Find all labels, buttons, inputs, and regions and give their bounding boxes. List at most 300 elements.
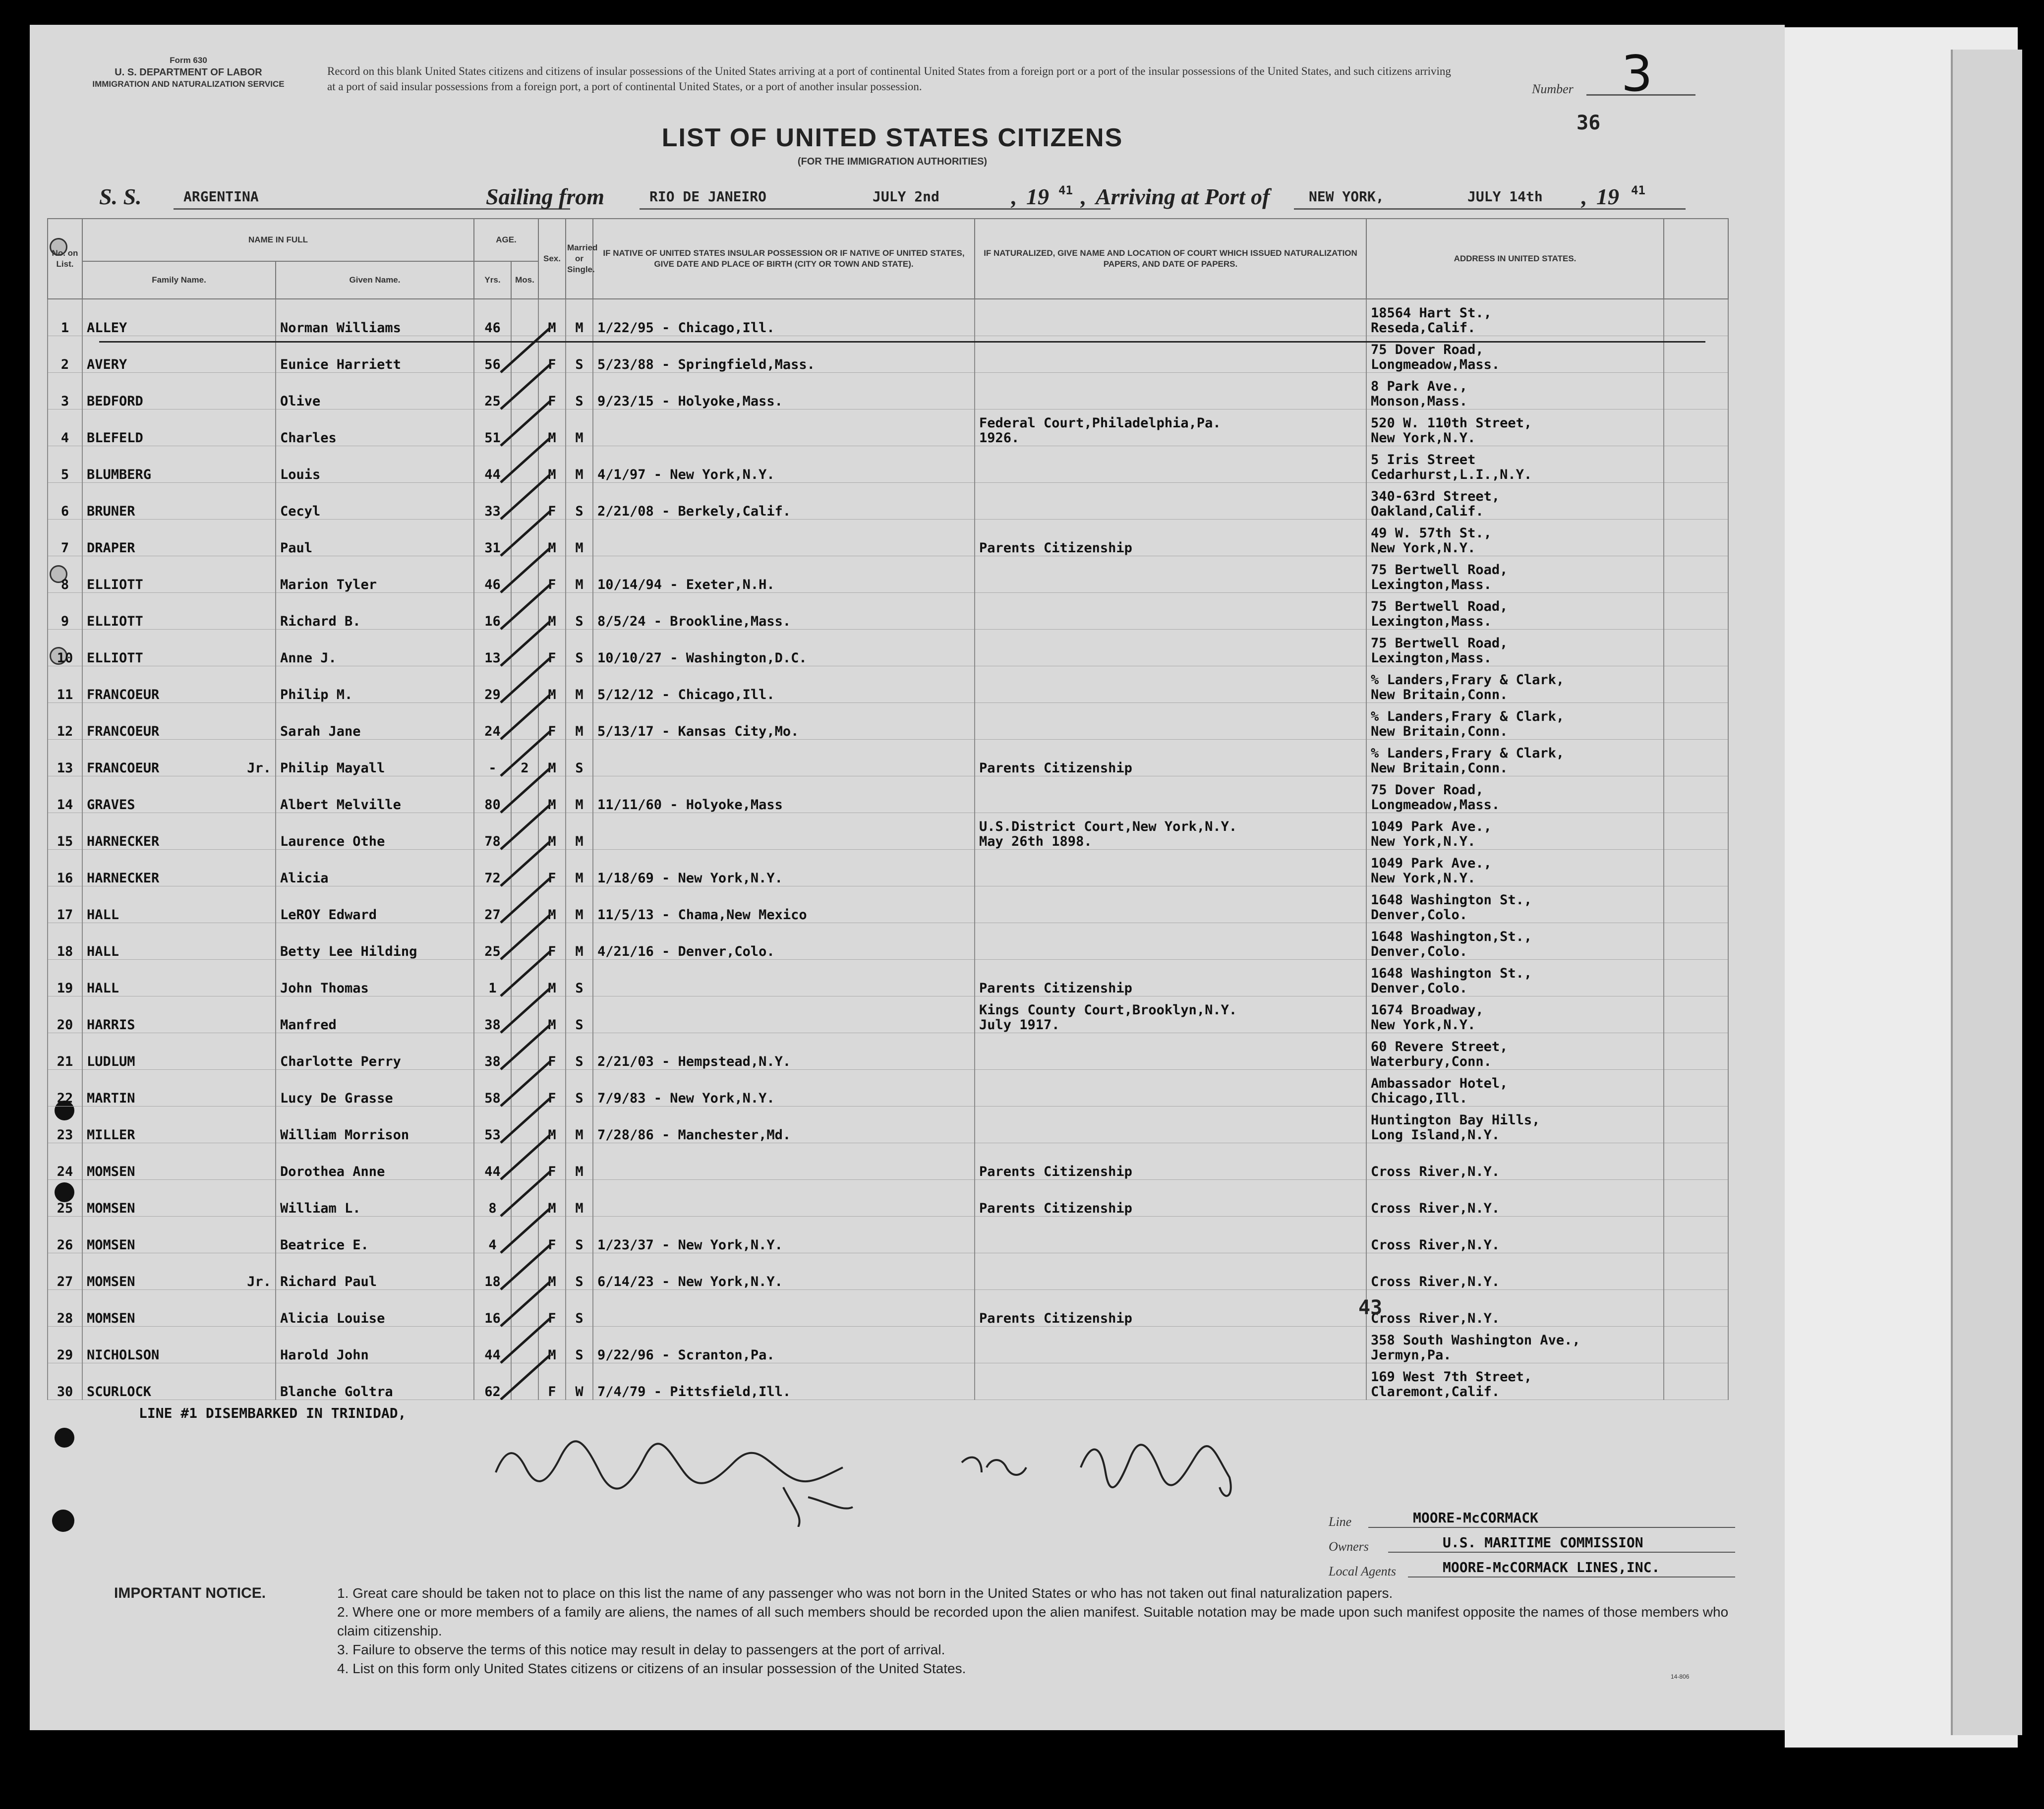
family-name-text: MARTIN bbox=[87, 1091, 135, 1106]
marital-status: W bbox=[566, 1363, 593, 1400]
blank-cell bbox=[1664, 1290, 1728, 1327]
sex: M bbox=[538, 740, 566, 776]
address-line bbox=[1371, 1223, 1659, 1238]
address bbox=[1366, 776, 1664, 813]
table-row bbox=[48, 923, 1728, 960]
address-line: 75 Bertwell Road, bbox=[1371, 599, 1508, 614]
footer-underline bbox=[1408, 1576, 1735, 1577]
naturalization-info bbox=[975, 373, 1366, 409]
family-name-text: ELLIOTT bbox=[87, 577, 143, 592]
check-mark bbox=[501, 511, 550, 556]
family-name bbox=[82, 666, 276, 703]
comma: , bbox=[1011, 184, 1017, 209]
sex: F bbox=[538, 1217, 566, 1253]
check-mark bbox=[501, 1098, 550, 1143]
address-line: Lexington,Mass. bbox=[1371, 650, 1492, 666]
line-label: Line bbox=[1329, 1515, 1352, 1529]
important-notice bbox=[114, 1584, 1750, 1678]
address-line: 49 W. 57th St., bbox=[1371, 525, 1492, 541]
year-prefix: 19 bbox=[1026, 184, 1049, 209]
family-name-text: HARRIS bbox=[87, 1017, 135, 1033]
address-line: 75 Dover Road, bbox=[1371, 342, 1484, 357]
address-line: Huntington Bay Hills, bbox=[1371, 1112, 1540, 1128]
code-number: 43 bbox=[1358, 1296, 1383, 1319]
header-address: ADDRESS IN UNITED STATES. bbox=[1366, 219, 1664, 299]
age-years: 27 bbox=[474, 886, 511, 923]
blank-cell bbox=[1664, 1070, 1728, 1107]
given-name: Beatrice E. bbox=[276, 1217, 474, 1253]
number-label: Number bbox=[1532, 82, 1574, 96]
family-name-text: HALL bbox=[87, 907, 119, 923]
family-name bbox=[82, 850, 276, 886]
age-years: 38 bbox=[474, 1033, 511, 1070]
table-row bbox=[48, 1290, 1728, 1327]
birth-info bbox=[593, 520, 975, 556]
sex: M bbox=[538, 1107, 566, 1143]
marital-status: S bbox=[566, 1070, 593, 1107]
header-naturalized: IF NATURALIZED, GIVE NAME AND LOCATION OF COURT WHICH ISSUED NATURALIZATION PAPERS, AND DATE OF PAPERS. bbox=[975, 219, 1366, 299]
given-name: Norman Williams bbox=[276, 299, 474, 336]
row-number: 17 bbox=[48, 886, 82, 923]
given-name: John Thomas bbox=[276, 960, 474, 996]
check-mark bbox=[501, 621, 550, 666]
family-name-text: HALL bbox=[87, 944, 119, 959]
family-name bbox=[82, 1107, 276, 1143]
birth-info: 7/28/86 - Manchester,Md. bbox=[593, 1107, 975, 1143]
age-years: 4 bbox=[474, 1217, 511, 1253]
blank-cell bbox=[1664, 1033, 1728, 1070]
row-number: 3 bbox=[48, 373, 82, 409]
marital-status: M bbox=[566, 850, 593, 886]
row-number: 26 bbox=[48, 1217, 82, 1253]
naturalization-info bbox=[975, 666, 1366, 703]
initials-mark bbox=[783, 1487, 853, 1527]
blank-cell bbox=[1664, 960, 1728, 996]
sex: M bbox=[538, 1327, 566, 1363]
family-name bbox=[82, 373, 276, 409]
page-subtitle: (FOR THE IMMIGRATION AUTHORITIES) bbox=[797, 156, 988, 167]
naturalization-info bbox=[975, 923, 1366, 960]
header-no: No. on List. bbox=[48, 219, 82, 299]
given-name: Alicia Louise bbox=[276, 1290, 474, 1327]
check-mark bbox=[501, 841, 550, 886]
binder-hole bbox=[52, 1510, 74, 1532]
given-name: Anne J. bbox=[276, 630, 474, 666]
address-line bbox=[1371, 1150, 1659, 1165]
row-number: 21 bbox=[48, 1033, 82, 1070]
birth-info: 2/21/08 - Berkely,Calif. bbox=[593, 483, 975, 520]
sex: M bbox=[538, 446, 566, 483]
given-name: Paul bbox=[276, 520, 474, 556]
address-line: New York,N.Y. bbox=[1371, 1017, 1476, 1033]
family-name bbox=[82, 740, 276, 776]
blank-cell bbox=[1664, 373, 1728, 409]
naturalization-info: Parents Citizenship bbox=[975, 1290, 1366, 1327]
table-row bbox=[48, 1143, 1728, 1180]
table-row bbox=[48, 593, 1728, 630]
year-prefix: 19 bbox=[1596, 184, 1619, 209]
address bbox=[1366, 1143, 1664, 1180]
sailing-date: JULY 2nd bbox=[873, 188, 939, 205]
address-line: Long Island,N.Y. bbox=[1371, 1127, 1500, 1143]
address-line: Jermyn,Pa. bbox=[1371, 1347, 1452, 1363]
family-name-text: MOMSEN bbox=[87, 1311, 135, 1326]
marital-status: M bbox=[566, 776, 593, 813]
family-name-text: MOMSEN bbox=[87, 1237, 135, 1253]
row-number: 16 bbox=[48, 850, 82, 886]
name-suffix: Jr. bbox=[247, 760, 271, 776]
sex: F bbox=[538, 630, 566, 666]
footer-underline bbox=[1388, 1552, 1735, 1553]
naturalization-info: Parents Citizenship bbox=[975, 960, 1366, 996]
age-years: 16 bbox=[474, 1290, 511, 1327]
birth-info: 9/23/15 - Holyoke,Mass. bbox=[593, 373, 975, 409]
check-mark bbox=[501, 731, 550, 776]
table-row bbox=[48, 1327, 1728, 1363]
family-name bbox=[82, 1180, 276, 1217]
family-name bbox=[82, 996, 276, 1033]
age-years: 44 bbox=[474, 1327, 511, 1363]
row-number: 8 bbox=[48, 556, 82, 593]
table-row bbox=[48, 776, 1728, 813]
blank-cell bbox=[1664, 1363, 1728, 1400]
name-suffix: Jr. bbox=[247, 1274, 271, 1289]
agents-label: Local Agents bbox=[1329, 1564, 1397, 1578]
check-mark bbox=[501, 915, 550, 959]
naturalization-info bbox=[975, 1217, 1366, 1253]
marital-status: M bbox=[566, 556, 593, 593]
address-line: New York,N.Y. bbox=[1371, 871, 1476, 886]
family-name-text: ELLIOTT bbox=[87, 614, 143, 629]
blank-cell bbox=[1664, 520, 1728, 556]
marital-status: S bbox=[566, 593, 593, 630]
given-name: Charlotte Perry bbox=[276, 1033, 474, 1070]
sex: M bbox=[538, 409, 566, 446]
address bbox=[1366, 299, 1664, 336]
sailing-label: Sailing from bbox=[486, 184, 605, 209]
given-name: William Morrison bbox=[276, 1107, 474, 1143]
arriving-port: NEW YORK, bbox=[1309, 188, 1384, 205]
row-number: 7 bbox=[48, 520, 82, 556]
address-line: Ambassador Hotel, bbox=[1371, 1076, 1508, 1091]
naturalization-info bbox=[975, 556, 1366, 593]
address-line bbox=[1371, 1296, 1659, 1311]
blank-cell bbox=[1664, 886, 1728, 923]
sex: F bbox=[538, 1033, 566, 1070]
naturalization-info bbox=[975, 850, 1366, 886]
given-name: Alicia bbox=[276, 850, 474, 886]
address-line: 60 Revere Street, bbox=[1371, 1039, 1508, 1054]
naturalization-info bbox=[975, 776, 1366, 813]
naturalization-info bbox=[975, 483, 1366, 520]
marital-status: S bbox=[566, 630, 593, 666]
address-line: Cross River,N.Y. bbox=[1371, 1311, 1500, 1326]
family-name-text: DRAPER bbox=[87, 540, 135, 556]
sex: M bbox=[538, 593, 566, 630]
family-name-text: MOMSEN bbox=[87, 1201, 135, 1216]
age-years: 44 bbox=[474, 1143, 511, 1180]
blank-cell bbox=[1664, 1143, 1728, 1180]
address-line: Cross River,N.Y. bbox=[1371, 1164, 1500, 1179]
sex: F bbox=[538, 373, 566, 409]
address-line: 169 West 7th Street, bbox=[1371, 1369, 1532, 1385]
row-number: 29 bbox=[48, 1327, 82, 1363]
table-row bbox=[48, 740, 1728, 776]
given-name: Richard Paul bbox=[276, 1253, 474, 1290]
row-number: 18 bbox=[48, 923, 82, 960]
family-name bbox=[82, 1070, 276, 1107]
family-name-text: BLUMBERG bbox=[87, 467, 152, 482]
table-row bbox=[48, 996, 1728, 1033]
marital-status: S bbox=[566, 336, 593, 373]
signatures bbox=[486, 1428, 1279, 1527]
blank-cell bbox=[1664, 556, 1728, 593]
age-years: 25 bbox=[474, 373, 511, 409]
family-name-text: AVERY bbox=[87, 357, 127, 372]
address-line: 75 Bertwell Road, bbox=[1371, 562, 1508, 578]
given-name: Charles bbox=[276, 409, 474, 446]
row-number: 20 bbox=[48, 996, 82, 1033]
family-name bbox=[82, 776, 276, 813]
voyage-line bbox=[99, 183, 1735, 213]
sex: F bbox=[538, 483, 566, 520]
family-name-text: BRUNER bbox=[87, 504, 135, 519]
address bbox=[1366, 886, 1664, 923]
address-line: Oakland,Calif. bbox=[1371, 504, 1484, 519]
address-line: 18564 Hart St., bbox=[1371, 305, 1492, 321]
address-line: Waterbury,Conn. bbox=[1371, 1054, 1492, 1069]
passenger-table bbox=[47, 218, 1729, 1400]
address-line bbox=[1371, 1186, 1659, 1201]
row-number: 19 bbox=[48, 960, 82, 996]
naturalization-info bbox=[975, 1033, 1366, 1070]
age-years: 44 bbox=[474, 446, 511, 483]
row-number: 6 bbox=[48, 483, 82, 520]
blank-cell bbox=[1664, 923, 1728, 960]
marital-status: S bbox=[566, 1033, 593, 1070]
family-name bbox=[82, 1253, 276, 1290]
check-mark bbox=[501, 658, 550, 702]
birth-info: 7/4/79 - Pittsfield,Ill. bbox=[593, 1363, 975, 1400]
check-mark bbox=[501, 1282, 550, 1326]
table-row bbox=[48, 1033, 1728, 1070]
address-line: 75 Bertwell Road, bbox=[1371, 636, 1508, 651]
address bbox=[1366, 666, 1664, 703]
family-name-text: BEDFORD bbox=[87, 394, 143, 409]
family-name bbox=[82, 923, 276, 960]
table-row bbox=[48, 630, 1728, 666]
given-name: Dorothea Anne bbox=[276, 1143, 474, 1180]
check-mark bbox=[501, 474, 550, 519]
family-name-text: MOMSEN bbox=[87, 1274, 135, 1289]
marital-status: M bbox=[566, 813, 593, 850]
age-years: 46 bbox=[474, 556, 511, 593]
check-mark bbox=[501, 768, 550, 813]
family-name bbox=[82, 1363, 276, 1400]
family-name-text: HARNECKER bbox=[87, 871, 160, 886]
address-line: New York,N.Y. bbox=[1371, 834, 1476, 849]
family-name-text: ALLEY bbox=[87, 320, 127, 336]
disembarked-note: LINE #1 DISEMBARKED IN TRINIDAD, bbox=[139, 1405, 407, 1421]
age-years: 80 bbox=[474, 776, 511, 813]
row-number: 23 bbox=[48, 1107, 82, 1143]
table-row bbox=[48, 666, 1728, 703]
age-years: 24 bbox=[474, 703, 511, 740]
naturalization-info bbox=[975, 1253, 1366, 1290]
sex: M bbox=[538, 520, 566, 556]
birth-info: 7/9/83 - New York,N.Y. bbox=[593, 1070, 975, 1107]
row-number: 11 bbox=[48, 666, 82, 703]
address-line: Cross River,N.Y. bbox=[1371, 1201, 1500, 1216]
line-value: MOORE-McCORMACK bbox=[1413, 1510, 1538, 1526]
naturalization-info bbox=[975, 886, 1366, 923]
notice-lead: IMPORTANT NOTICE. bbox=[114, 1585, 266, 1601]
naturalization-info bbox=[975, 1107, 1366, 1143]
blank-cell bbox=[1664, 666, 1728, 703]
age-years: 58 bbox=[474, 1070, 511, 1107]
table-row bbox=[48, 1217, 1728, 1253]
table-row bbox=[48, 886, 1728, 923]
address-line: Cross River,N.Y. bbox=[1371, 1274, 1500, 1289]
blank-cell bbox=[1664, 593, 1728, 630]
family-name-text: LUDLUM bbox=[87, 1054, 135, 1069]
naturalization-info: Parents Citizenship bbox=[975, 1180, 1366, 1217]
check-marks bbox=[496, 218, 595, 1400]
given-name: Cecyl bbox=[276, 483, 474, 520]
family-name bbox=[82, 299, 276, 336]
sex: F bbox=[538, 556, 566, 593]
address bbox=[1366, 1107, 1664, 1143]
given-name: Olive bbox=[276, 373, 474, 409]
birth-info: 5/23/88 - Springfield,Mass. bbox=[593, 336, 975, 373]
birth-info: 9/22/96 - Scranton,Pa. bbox=[593, 1327, 975, 1363]
marital-status: M bbox=[566, 1143, 593, 1180]
row-number: 14 bbox=[48, 776, 82, 813]
table-row bbox=[48, 446, 1728, 483]
birth-info bbox=[593, 1180, 975, 1217]
sex: F bbox=[538, 1143, 566, 1180]
given-name: Albert Melville bbox=[276, 776, 474, 813]
given-name: Laurence Othe bbox=[276, 813, 474, 850]
arriving-label: Arriving at Port of bbox=[1096, 184, 1270, 209]
age-months: 2 bbox=[511, 740, 538, 776]
marital-status: S bbox=[566, 960, 593, 996]
marital-status: S bbox=[566, 1290, 593, 1327]
naturalization-info: Parents Citizenship bbox=[975, 740, 1366, 776]
age-years: 33 bbox=[474, 483, 511, 520]
address bbox=[1366, 593, 1664, 630]
sex: M bbox=[538, 1253, 566, 1290]
age-years: 56 bbox=[474, 336, 511, 373]
address-line bbox=[1371, 1260, 1659, 1275]
marital-status: M bbox=[566, 520, 593, 556]
address-line: 1648 Washington,St., bbox=[1371, 929, 1532, 944]
family-name-text: HARNECKER bbox=[87, 834, 160, 849]
age-years: 53 bbox=[474, 1107, 511, 1143]
table-row bbox=[48, 1180, 1728, 1217]
blank-cell bbox=[1664, 850, 1728, 886]
sex: F bbox=[538, 1290, 566, 1327]
birth-info: 4/21/16 - Denver,Colo. bbox=[593, 923, 975, 960]
blank-cell bbox=[1664, 776, 1728, 813]
family-name bbox=[82, 960, 276, 996]
family-name bbox=[82, 1143, 276, 1180]
row-number: 10 bbox=[48, 630, 82, 666]
family-name-text: HALL bbox=[87, 981, 119, 996]
family-name-text: NICHOLSON bbox=[87, 1347, 160, 1363]
check-mark bbox=[501, 328, 550, 372]
sex: F bbox=[538, 1070, 566, 1107]
birth-info: 10/14/94 - Exeter,N.H. bbox=[593, 556, 975, 593]
age-years: 78 bbox=[474, 813, 511, 850]
sex: M bbox=[538, 776, 566, 813]
table-row bbox=[48, 409, 1728, 446]
comma: , bbox=[1581, 184, 1587, 209]
marital-status: M bbox=[566, 886, 593, 923]
family-name-text: MILLER bbox=[87, 1127, 135, 1143]
age-years: 46 bbox=[474, 299, 511, 336]
address-line: Cross River,N.Y. bbox=[1371, 1237, 1500, 1253]
arriving-date: JULY 14th bbox=[1467, 188, 1543, 205]
given-name: Manfred bbox=[276, 996, 474, 1033]
address-line: 1648 Washington St., bbox=[1371, 892, 1532, 908]
header-given-name: Given Name. bbox=[276, 261, 474, 299]
notice-item: 3. Failure to observe the terms of this notice may result in delay to passengers at the port of arrival. bbox=[337, 1642, 945, 1657]
row-number: 24 bbox=[48, 1143, 82, 1180]
address-line: New York,N.Y. bbox=[1371, 430, 1476, 446]
check-mark bbox=[501, 1318, 550, 1363]
notice-item: 1. Great care should be taken not to place on this list the name of any passenger who was not born in the United States or who has not taken out final naturalization papers. bbox=[337, 1585, 1393, 1601]
officer-mark bbox=[962, 1458, 1026, 1475]
row-number: 2 bbox=[48, 336, 82, 373]
row-number: 22 bbox=[48, 1070, 82, 1107]
naturalization-info bbox=[975, 703, 1366, 740]
row-number: 4 bbox=[48, 409, 82, 446]
check-mark bbox=[501, 1208, 550, 1253]
age-years: 29 bbox=[474, 666, 511, 703]
family-name-text: ELLIOTT bbox=[87, 650, 143, 666]
given-name: Sarah Jane bbox=[276, 703, 474, 740]
birth-info bbox=[593, 996, 975, 1033]
address-line: % Landers,Frary & Clark, bbox=[1371, 709, 1565, 724]
address bbox=[1366, 1253, 1664, 1290]
naturalization-info: U.S.District Court,New York,N.Y. May 26th 1898. bbox=[975, 813, 1366, 850]
blank-cell bbox=[1664, 299, 1728, 336]
owners-value: U.S. MARITIME COMMISSION bbox=[1443, 1534, 1643, 1551]
blank-cell bbox=[1664, 1217, 1728, 1253]
intro-text: Record on this blank United States citizens and citizens of insular possessions of the United States arriving at a port of continental United States from a foreign port or a port of the insular possessions of the United States, and such citizens arriving at a port of said insular possessions from a foreign port, a port of continental United States, or a port of another insular possession. bbox=[327, 65, 1451, 93]
address bbox=[1366, 520, 1664, 556]
number-value: 3 bbox=[1621, 45, 1653, 103]
marital-status: S bbox=[566, 483, 593, 520]
naturalization-info bbox=[975, 1363, 1366, 1400]
table-row bbox=[48, 373, 1728, 409]
family-name-text: FRANCOEUR bbox=[87, 724, 160, 739]
birth-info: 10/10/27 - Washington,D.C. bbox=[593, 630, 975, 666]
notice-item: 4. List on this form only United States citizens or citizens of an insular possession of the United States. bbox=[337, 1661, 966, 1676]
row-number: 9 bbox=[48, 593, 82, 630]
birth-info: 5/13/17 - Kansas City,Mo. bbox=[593, 703, 975, 740]
check-mark bbox=[501, 805, 550, 849]
age-years: - bbox=[474, 740, 511, 776]
form-identifier bbox=[74, 55, 302, 90]
given-name: Lucy De Grasse bbox=[276, 1070, 474, 1107]
family-name bbox=[82, 556, 276, 593]
blank-cell bbox=[1664, 703, 1728, 740]
department-name: U. S. DEPARTMENT OF LABOR bbox=[115, 67, 262, 78]
age-years: 18 bbox=[474, 1253, 511, 1290]
address bbox=[1366, 1070, 1664, 1107]
